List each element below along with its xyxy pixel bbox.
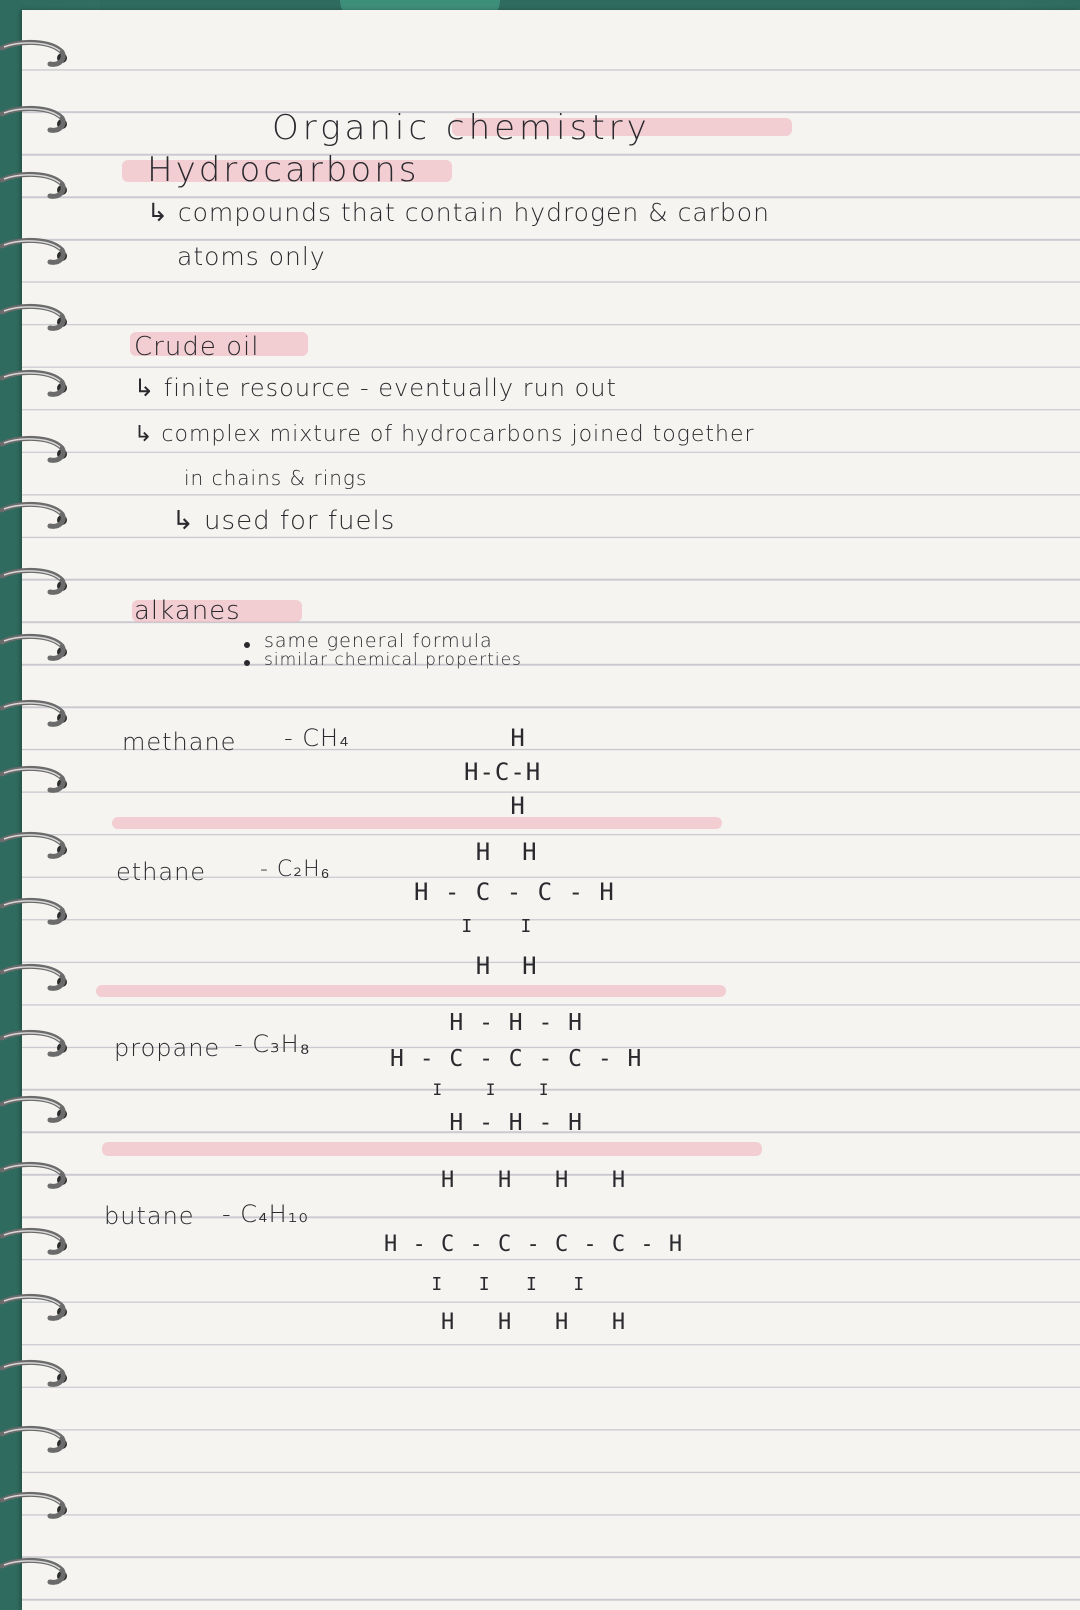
spiral-ring (0, 170, 80, 206)
ethane-name: ethane (116, 858, 207, 886)
spiral-ring (0, 1028, 80, 1064)
butane-structure-line: H H H H (384, 1168, 627, 1193)
spiral-ring (0, 1556, 80, 1592)
spiral-ring (0, 368, 80, 404)
alkanes-heading: alkanes (134, 596, 241, 626)
hydrocarbons-definition-2: atoms only (177, 242, 326, 271)
crude-oil-point-3: in chains & rings (184, 466, 368, 490)
spiral-ring (0, 896, 80, 932)
spiral-ring (0, 830, 80, 866)
butane-structure-line: H H H H (384, 1310, 627, 1335)
spiral-ring (0, 764, 80, 800)
butane-name: butane (104, 1202, 195, 1230)
butane-structure-line: H - C - C - C - C - H (384, 1232, 684, 1257)
bullet-dot (244, 642, 250, 648)
crude-oil-point-1: ↳ finite resource - eventually run out (134, 374, 617, 402)
propane-structure-line: H - H - H (390, 1010, 584, 1036)
ethane-structure-line: H H (414, 838, 538, 866)
notebook-page (22, 10, 1080, 1610)
spiral-ring (0, 698, 80, 734)
highlight-methane-divider (112, 817, 722, 829)
propane-formula: - C₃H₈ (234, 1030, 311, 1058)
spiral-ring (0, 1358, 80, 1394)
propane-structure-line: H - C - C - C - H (390, 1046, 643, 1072)
ethane-formula: - C₂H₆ (260, 857, 331, 882)
propane-structure-line: I I I (390, 1080, 550, 1099)
highlight-ethane-divider (96, 985, 726, 997)
spiral-ring (0, 1160, 80, 1196)
spiral-ring (0, 1490, 80, 1526)
spiral-ring (0, 632, 80, 668)
spiral-ring (0, 1424, 80, 1460)
bullet-dot (244, 660, 250, 666)
spiral-ring (0, 434, 80, 470)
hydrocarbons-definition-1: ↳ compounds that contain hydrogen & carbon (147, 198, 770, 227)
spiral-ring (0, 38, 80, 74)
methane-name: methane (122, 728, 237, 756)
spiral-ring (0, 1094, 80, 1130)
propane-structure-line: H - H - H (390, 1110, 584, 1136)
spiral-ring (0, 1292, 80, 1328)
spiral-ring (0, 962, 80, 998)
methane-structure-line: H (464, 792, 526, 820)
spiral-ring (0, 566, 80, 602)
page-title: Organic chemistry (272, 108, 651, 148)
methane-structure-line: H (464, 724, 526, 752)
alkanes-bullet-2: similar chemical properties (264, 650, 522, 670)
spiral-ring (0, 104, 80, 140)
spiral-ring (0, 1226, 80, 1262)
methane-structure-line: H-C-H (464, 758, 542, 786)
alkanes-bullet-1: same general formula (264, 630, 493, 652)
butane-structure-line: I I I I (384, 1274, 586, 1295)
hydrocarbons-heading: Hydrocarbons (147, 150, 420, 190)
crude-oil-heading: Crude oil (134, 332, 260, 362)
methane-formula: - CH₄ (284, 724, 350, 752)
butane-formula: - C₄H₁₀ (222, 1200, 309, 1228)
spiral-ring (0, 302, 80, 338)
spiral-ring (0, 500, 80, 536)
crude-oil-point-4: ↳ used for fuels (172, 506, 396, 536)
ethane-structure-line: H - C - C - H (414, 878, 615, 906)
ethane-structure-line: I I (414, 916, 533, 937)
ethane-structure-line: H H (414, 952, 538, 980)
highlight-propane-divider (102, 1142, 762, 1156)
propane-name: propane (114, 1034, 221, 1062)
crude-oil-point-2: ↳ complex mixture of hydrocarbons joined together (134, 422, 755, 447)
spiral-ring (0, 236, 80, 272)
